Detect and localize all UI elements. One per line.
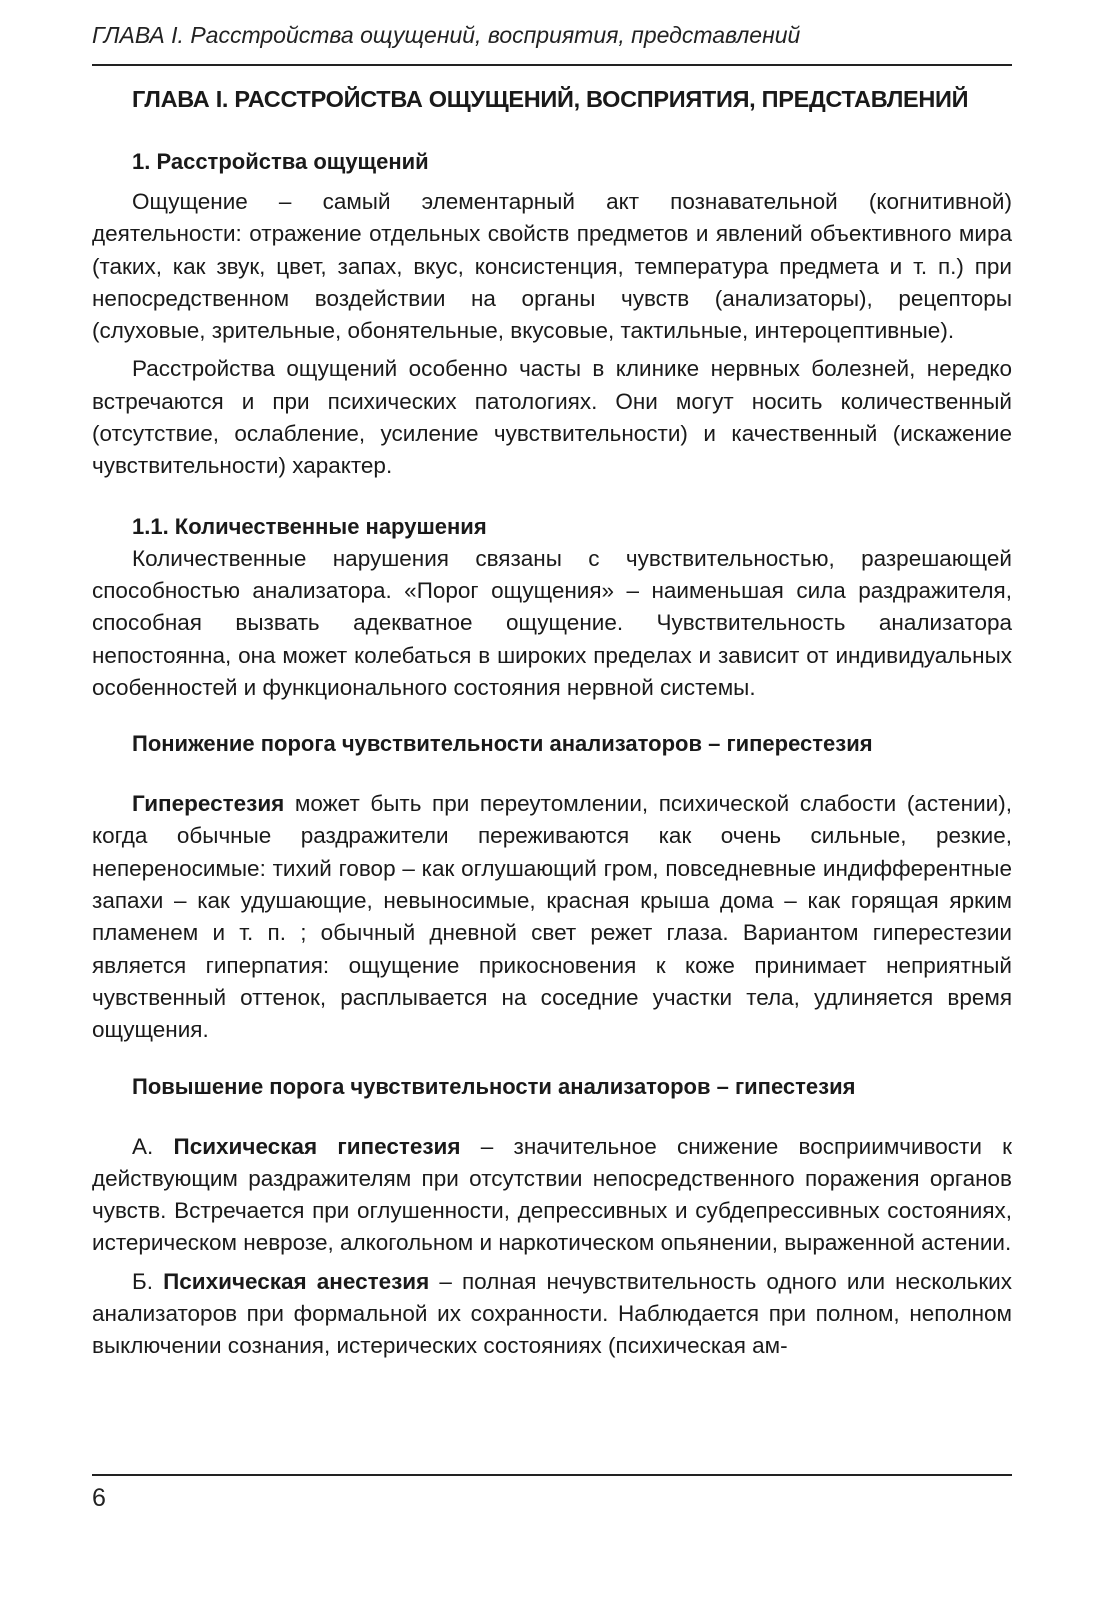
paragraph-sensation-definition: Ощущение – самый элементарный акт познавательной (когнитивной) деятельности: отражение отдельных свойств предметов и явлений объективного мира (таких, как звук, цвет, запах, вкус, консистенция, температура предмета и т. п.) при непосредственном воздействии на органы чувств (анализаторы), рецепторы (слуховые, зрительные, обонятельные, вкусовые, тактильные, интероцептивные). — [92, 189, 1012, 344]
hyperesthesia-text: может быть при переутомлении, психической слабости (астении), когда обычные раздражители переживаются как очень сильные, резкие, непереносимые: тихий говор – как оглушающий гром, повседневные индифферентные запахи – как удушающие, невыносимые, красная крыша дома – как горящая ярким пламенем и т. п. ; обычный дневной свет режет глаза. Вариантом гиперестезии является гиперпатия: ощущение прикосновения к коже принимает неприятный чувственный оттенок, расплывается на соседние участки тела, удлиняется время ощущения. — [92, 791, 1012, 1043]
subsection-heading-quantitative: 1.1. Количественные нарушения — [132, 513, 487, 539]
item-a-text: – значительное снижение восприимчивости к действующим раздражителям при отсутствии непосредственного поражения органов чувств. Встречается при оглушенности, депрессивных и субдепрессивных состояниях, истерическом неврозе, алкогольном и наркотическом опьянении, выраженной астении. — [92, 1133, 1013, 1256]
term-hyperesthesia: Гиперестезия — [132, 791, 285, 817]
item-a-prefix: А. — [132, 1133, 174, 1159]
footer-divider — [92, 1474, 1012, 1476]
page-number: 6 — [92, 1484, 106, 1512]
term-psychic-anesthesia: Психическая анестезия — [163, 1268, 430, 1294]
paragraph-quantitative: Количественные нарушения связаны с чувствительностью, разрешающей способностью анализатора. «Порог ощущения» – наименьшая сила раздражителя, способная вызвать адекватное ощущение. Чувствительность анализатора непостоянна, она может колебаться в широких пределах и зависит от индивидуальных особенностей и функционального состояния нервной системы. — [92, 545, 1012, 700]
header-divider — [92, 64, 1012, 66]
heading-hypesthesia: Повышение порога чувствительности анализаторов – гипестезия — [132, 1073, 856, 1099]
item-b-text: – полная нечувствительность одного или нескольких анализаторов при формальной их сохранности. Наблюдается при полном, неполном выключении сознания, истерических состояниях (психическая ам- — [92, 1268, 1012, 1359]
paragraph-hyperesthesia — [92, 788, 1012, 1046]
item-b-prefix: Б. — [132, 1268, 164, 1294]
paragraph-sensation-disorders: Расстройства ощущений особенно часты в клинике нервных болезней, нередко встречаются и при психических патологиях. Они могут носить количественный (отсутствие, ослабление, усиление чувствительности) и качественный (искажение чувствительности) характер. — [92, 356, 1012, 479]
heading-hyperesthesia: Понижение порога чувствительности анализаторов – гиперестезия — [132, 731, 873, 757]
running-header: ГЛАВА I. Расстройства ощущений, восприятия, представлений — [92, 22, 801, 48]
page-content — [92, 84, 1012, 1363]
paragraph-psychic-hypesthesia — [92, 1131, 1012, 1260]
term-psychic-hypesthesia: Психическая гипестезия — [173, 1133, 461, 1159]
section-heading-sensation-disorders: 1. Расстройства ощущений — [132, 149, 429, 174]
paragraph-psychic-anesthesia — [92, 1266, 1012, 1363]
chapter-title: ГЛАВА I. РАССТРОЙСТВА ОЩУЩЕНИЙ, ВОСПРИЯТИЯ, ПРЕДСТАВЛЕНИЙ — [132, 86, 969, 112]
